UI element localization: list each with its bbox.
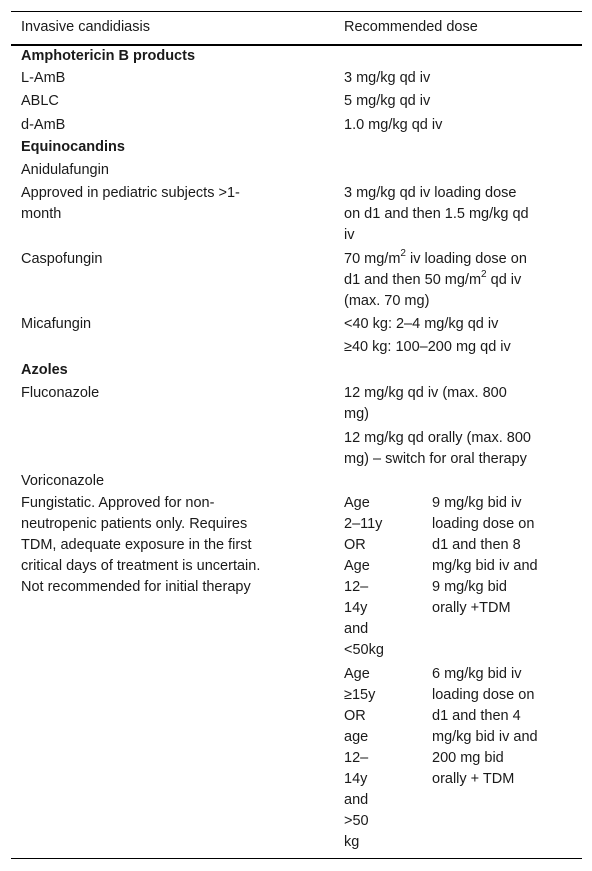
drug-dose: 5 mg/kg qd iv [344, 93, 431, 109]
drug-name-caspofungin: Caspofungin [21, 251, 103, 267]
age-group-2-line: Age [344, 666, 370, 682]
age-group-2-line: age [344, 729, 369, 745]
drug-dose: 1.0 mg/kg qd iv [344, 117, 443, 133]
dose-group-1-line: d1 and then 8 [432, 537, 521, 553]
fluconazole-dose-line: mg) [344, 406, 369, 422]
drug-name: ABLC [21, 93, 59, 109]
age-group-2-line: 14y [344, 771, 368, 787]
fluconazole-dose-line: mg) – switch for oral therapy [344, 451, 527, 467]
age-group-1-line: Age [344, 495, 370, 511]
anidulafungin-dose-line: iv [344, 227, 355, 243]
dose-group-2-line: d1 and then 4 [432, 708, 521, 724]
fluconazole-dose-line: 12 mg/kg qd iv (max. 800 [344, 385, 507, 401]
dose-group-2-line: 200 mg bid [432, 750, 504, 766]
drug-name-voriconazole: Voriconazole [21, 473, 105, 489]
age-group-2-line: 12– [344, 750, 369, 766]
pediatric-approval-line: Approved in pediatric subjects >1- [21, 185, 240, 201]
drug-name: L-AmB [21, 70, 66, 86]
table-top-rule [11, 11, 582, 12]
age-group-2-line: kg [344, 834, 360, 850]
dose-group-1-line: loading dose on [432, 516, 535, 532]
dose-group-2-line: mg/kg bid iv and [432, 729, 538, 745]
voriconazole-note-line: TDM, adequate exposure in the first [21, 537, 252, 553]
pediatric-approval-line: month [21, 206, 62, 222]
dose-group-1-line: mg/kg bid iv and [432, 558, 538, 574]
dose-group-1-line: orally +TDM [432, 600, 511, 616]
micafungin-dose-line: <40 kg: 2–4 mg/kg qd iv [344, 316, 499, 332]
fluconazole-dose-line: 12 mg/kg qd orally (max. 800 [344, 430, 531, 446]
age-group-2-line: and [344, 792, 369, 808]
age-group-1-line: 12– [344, 579, 369, 595]
drug-dose: 3 mg/kg qd iv [344, 70, 431, 86]
drug-name-fluconazole: Fluconazole [21, 385, 100, 401]
age-group-1-line: Age [344, 558, 370, 574]
anidulafungin-dose-line: on d1 and then 1.5 mg/kg qd [344, 206, 529, 222]
caspofungin-dose-line: d1 and then 50 $mg/m^2$ qd iv [344, 269, 522, 288]
caspofungin-dose-line: (max. 70 mg) [344, 293, 430, 309]
header-col-dose: Recommended dose [344, 19, 478, 35]
age-group-1-line: <50kg [344, 642, 384, 658]
section-title-echinocandins: Equinocandins [21, 139, 125, 155]
table-bottom-rule [11, 858, 582, 859]
dose-group-1-line: 9 mg/kg bid [432, 579, 507, 595]
age-group-1-line: and [344, 621, 369, 637]
section-title-azoles: Azoles [21, 362, 68, 378]
age-group-2-line: ≥15y [344, 687, 376, 703]
voriconazole-note-line: neutropenic patients only. Requires [21, 516, 248, 532]
age-group-2-line: >50 [344, 813, 369, 829]
voriconazole-note-line: Fungistatic. Approved for non- [21, 495, 215, 511]
dose-group-2-line: orally + TDM [432, 771, 515, 787]
age-group-1-line: 14y [344, 600, 368, 616]
voriconazole-note-line: critical days of treatment is uncertain. [21, 558, 261, 574]
age-group-1-line: 2–11y [344, 516, 383, 532]
anidulafungin-dose-line: 3 mg/kg qd iv loading dose [344, 185, 517, 201]
age-group-2-line: OR [344, 708, 366, 724]
micafungin-dose-line: ≥40 kg: 100–200 mg qd iv [344, 339, 511, 355]
voriconazole-note-line: Not recommended for initial therapy [21, 579, 251, 595]
header-col-indication: Invasive candidiasis [21, 19, 150, 35]
drug-name: d-AmB [21, 117, 66, 133]
dose-group-2-line: 6 mg/kg bid iv [432, 666, 522, 682]
drug-name-anidulafungin: Anidulafungin [21, 162, 109, 178]
drug-name-micafungin: Micafungin [21, 316, 92, 332]
caspofungin-dose-line: 70 $mg/m^2$ iv loading dose on [344, 248, 527, 267]
dose-group-1-line: 9 mg/kg bid iv [432, 495, 522, 511]
age-group-1-line: OR [344, 537, 366, 553]
dose-group-2-line: loading dose on [432, 687, 535, 703]
section-title-amphotericin: Amphotericin B products [21, 48, 196, 64]
